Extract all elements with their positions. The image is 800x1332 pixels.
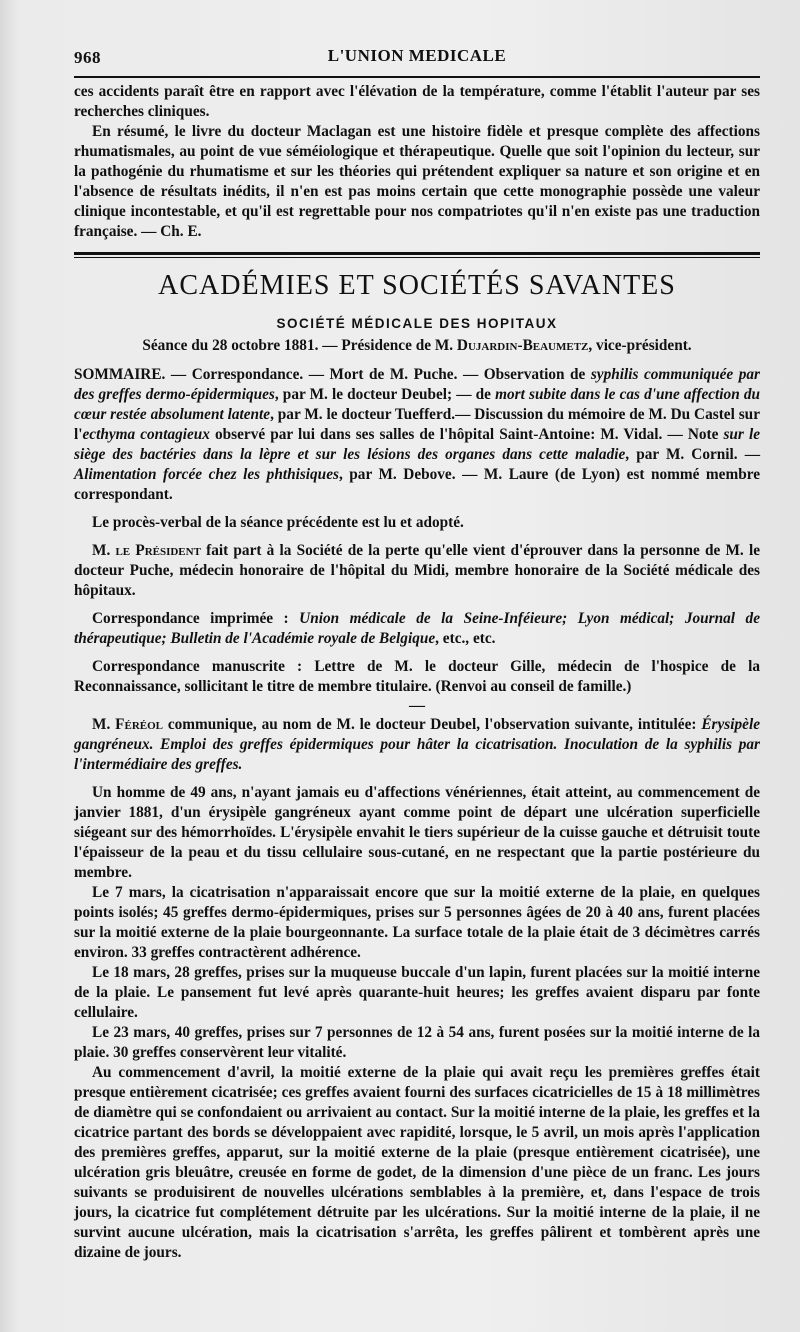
case-paragraph: Le 23 mars, 40 greffes, prises sur 7 personnes de 12 à 54 ans, furent posées sur la moitié interne de la plaie. 30 greffes conservèrent leur vitalité. — [74, 1024, 760, 1061]
president-label: le Président — [115, 542, 201, 559]
summary-part: , par M. Cornil. — — [625, 446, 760, 463]
ferol-communication — [74, 715, 760, 775]
review-paragraph-end: ces accidents paraît être en rapport avec l'élévation de la température, comme l'établit l'auteur par ses recherches cliniques. — [74, 83, 760, 120]
text-part: M. — [92, 716, 116, 733]
running-head — [74, 40, 760, 70]
journal-title: L'UNION MEDICALE — [327, 46, 507, 65]
case-paragraph: Le 18 mars, 28 greffes, prises sur la muqueuse buccale d'un lapin, furent placées sur la moitié interne de la plaie. Le pansement fut levé après quarante-huit heures; les greffes avaient disparu par fonte cellulaire. — [74, 964, 760, 1021]
ferol-name: Féréol — [115, 716, 163, 733]
text-part: fait part à la Société de la perte qu'elle vient d'éprouver dans la personne de M. le docteur Puche, médecin honoraire de l'hôpital du Midi, membre honoraire de la Société médicale des hôpitaux. — [74, 542, 760, 599]
review-conclusion: En résumé, le livre du docteur Maclagan est une histoire fidèle et presque complète des affections rhumatismales, au point de vue séméiologique et thérapeutique. Quelle que soit l'opinion du lecteur, sur la pathogénie du rhumatisme et sur les théories qui prétendent expliquer sa nature et son origine et en l'absence de résultats inédits, il n'en est pas moins certain que cette monographie possède une valeur clinique incontestable, et qu'il est regrettable pour nos compatriotes qu'il n'en existe pas une traduction française. — Ch. E. — [74, 123, 760, 240]
summary-italic: syphilis communiquée par des greffes dermo-épidermiques — [74, 366, 761, 403]
proces-verbal: Le procès-verbal de la séance précédente est lu et adopté. — [92, 514, 464, 531]
summary-part: SOMMAIRE. — Correspondance. — Mort de M. Puche. — Observation de — [74, 366, 591, 383]
seance-text: Séance du 28 octobre 1881. — Présidence de M. — [142, 337, 454, 354]
header-rule — [74, 76, 760, 78]
text-part: Correspondance imprimée : — [92, 610, 300, 627]
correspondance-imprimee — [74, 609, 760, 649]
separator: — — [409, 697, 425, 714]
page-number: 968 — [74, 48, 101, 67]
summary-italic: Alimentation forcée chez les phthisiques — [74, 466, 339, 483]
text-part: M. — [92, 542, 116, 559]
summary — [74, 365, 760, 505]
summary-part: , par M. Debove. — M. Laure (de Lyon) est nommé membre correspondant. — [74, 466, 761, 503]
summary-part: observé par lui dans ses salles de l'hôpital Saint-Antoine: M. Vidal. — Note — [209, 426, 724, 443]
observation-title: Érysipèle gangréneux. Emploi des greffes épidermiques pour hâter la cicatrisation. Inoculation de la syphilis par l'intermédiaire des greffes. — [74, 716, 760, 773]
text-part: , etc., etc. — [435, 630, 496, 647]
text-part: communique, au nom de M. le docteur Deubel, l'observation suivante, intitulée: — [163, 716, 702, 733]
case-paragraph: Un homme de 49 ans, n'ayant jamais eu d'affections vénériennes, était atteint, au commencement de janvier 1881, d'un érysipèle gangréneux ayant comme point de départ une ulcération superficielle siégeant sur des hémorrhoïdes. L'érysipèle envahit le tiers supérieur de la cuisse gauche et détruisit toute l'épaisseur de la peau et du tissu cellulaire sous-cutané, en ne respectant que la partie postérieure du membre. — [74, 784, 760, 881]
journal-list: Union médicale de la Seine-Inféieure; Lyon médical; Journal de thérapeutique; Bulletin de l'Académie royale de Belgique — [74, 610, 760, 647]
summary-italic: ecthyma contagieux — [82, 426, 210, 443]
case-paragraph: Le 7 mars, la cicatrisation n'apparaissait encore que sur la moitié externe de la plaie, en quelques points isolés; 45 greffes dermo-épidermiques, prises sur 5 personnes âgées de 20 à 40 ans, furent placées sur la moitié externe de la plaie bourgeonnante. La surface totale de la plaie était de 3 décimètres carrés environ. 33 greffes contractèrent adhérence. — [74, 884, 760, 961]
summary-part: , par M. le docteur Tuefferd.— Discussion du mémoire de M. Du Castel sur l' — [74, 406, 760, 443]
section-divider — [74, 252, 760, 258]
president-name: Dujardin-Beaumetz — [456, 337, 589, 354]
case-paragraph: Au commencement d'avril, la moitié externe de la plaie qui avait reçu les premières greffes était presque entièrement cicatrisée; ces greffes avaient fourni des surfaces cicatricielles de 15 à 18 millimètres de diamètre qui se confondaient ou arrivaient au contact. Sur la moitié interne de la plaie, les greffes et la cicatrice partant des bords se développaient avec rapidité, lorsque, le 5 avril, un mois après l'application des premières greffes, apparut, sur la moitié externe de la plaie (presque entièrement cicatrisée), une ulcération gris bleuâtre, creusée en forme de godet, de la dimension d'une pièce de un franc. Les jours suivants se produisirent de nouvelles ulcérations semblables à la première, et, dans l'espace de trois jours, la cicatrice fut complétement détruite par les ulcérations. Sur la moitié interne de la plaie, il ne survint aucune ulcération, mais la cicatrisation s'arrêta, les greffes pâlirent et tombèrent après une dizaine de jours. — [74, 1064, 760, 1261]
seance-role: , vice-président. — [588, 337, 692, 354]
seance-line — [74, 337, 760, 355]
summary-part: , par M. le docteur Deubel; — de — [274, 386, 496, 403]
summary-italic: mort subite dans le cas d'une affection du cœur restée absolument latente — [74, 386, 760, 423]
president-announcement — [74, 541, 760, 601]
summary-italic: sur le siège des bactéries dans la lèpre et sur les lésions des organes dans cette maladie — [74, 426, 760, 463]
society-title: SOCIÉTÉ MÉDICALE DES HOPITAUX — [276, 316, 558, 331]
section-title: ACADÉMIES ET SOCIÉTÉS SAVANTES — [158, 270, 676, 301]
correspondance-manuscrite: Correspondance manuscrite : Lettre de M. le docteur Gille, médecin de l'hospice de la Reconnaissance, sollicitant le titre de membre titulaire. (Renvoi au conseil de famille.) — [74, 658, 760, 695]
